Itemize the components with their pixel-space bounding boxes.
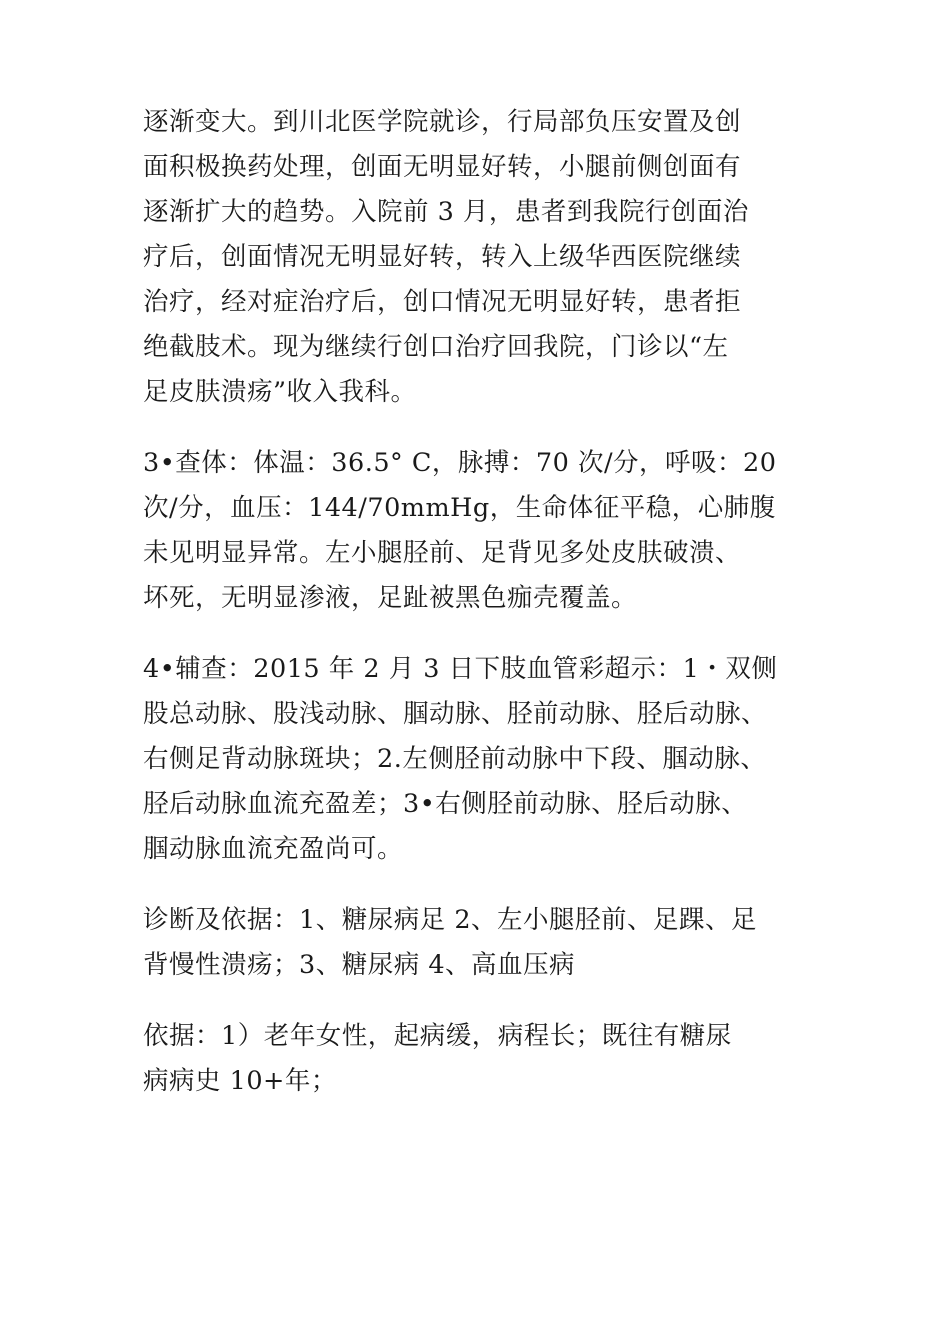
- basis-paragraph: [143, 1014, 843, 1104]
- text-line: 背慢性溃疡；3、糖尿病 4、高血压病: [143, 950, 576, 980]
- auxiliary-exam-paragraph: [143, 647, 843, 872]
- text-line: 股总动脉、股浅动脉、腘动脉、胫前动脉、胫后动脉、: [143, 699, 768, 729]
- text-line: 绝截肢术。现为继续行创口治疗回我院，门诊以“左: [143, 332, 729, 362]
- text-line: 腘动脉血流充盈尚可。: [143, 834, 404, 864]
- text-line: 3•查体：体温：36.5° C，脉搏：70 次/分，呼吸：20: [143, 448, 777, 478]
- text-line: 面积极换药处理，创面无明显好转，小腿前侧创面有: [143, 152, 742, 182]
- text-line: 诊断及依据：1、糖尿病足 2、左小腿胫前、足踝、足: [143, 905, 758, 935]
- text-line: 依据：1）老年女性，起病缓，病程长；既往有糖尿: [143, 1021, 732, 1051]
- text-line: 坏死，无明显渗液，足趾被黑色痂壳覆盖。: [143, 583, 638, 613]
- text-line: 足皮肤溃疡”收入我科。: [143, 377, 417, 407]
- text-line: 治疗，经对症治疗后，创口情况无明显好转，患者拒: [143, 287, 742, 317]
- history-paragraph: [143, 100, 843, 415]
- text-line: 次/分，血压：144/70mmHg，生命体征平稳，心肺腹: [143, 493, 776, 523]
- text-line: 胫后动脉血流充盈差；3•右侧胫前动脉、胫后动脉、: [143, 789, 748, 819]
- text-line: 逐渐变大。到川北医学院就诊，行局部负压安置及创: [143, 107, 742, 137]
- text-line: 右侧足背动脉斑块；2.左侧胫前动脉中下段、腘动脉、: [143, 744, 767, 774]
- text-line: 疗后，创面情况无明显好转，转入上级华西医院继续: [143, 242, 742, 272]
- diagnosis-paragraph: [143, 898, 843, 988]
- text-line: 病病史 10+年；: [143, 1066, 337, 1096]
- text-line: 未见明显异常。左小腿胫前、足背见多处皮肤破溃、: [143, 538, 742, 568]
- physical-exam-paragraph: [143, 441, 843, 621]
- document-page: [143, 100, 843, 1130]
- text-line: 逐渐扩大的趋势。入院前 3 月，患者到我院行创面治: [143, 197, 749, 227]
- text-line: 4•辅查：2015 年 2 月 3 日下肢血管彩超示：1・双侧: [143, 654, 778, 684]
